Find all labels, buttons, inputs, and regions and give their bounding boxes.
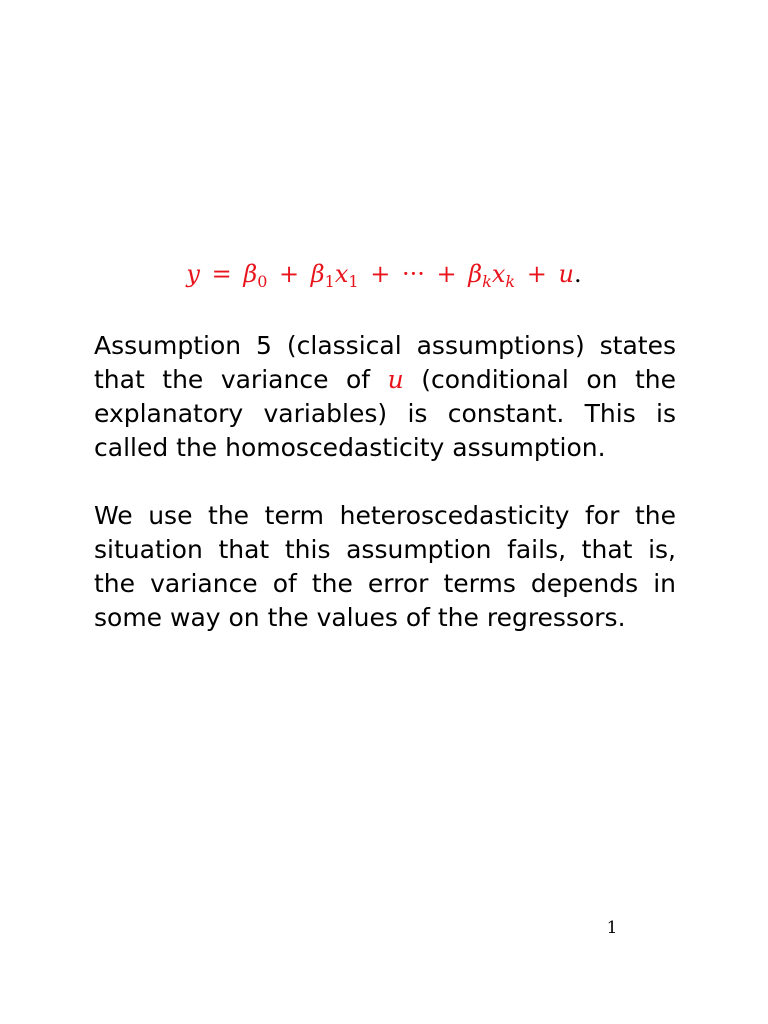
beta-1-symbol: β: [310, 260, 325, 288]
equation-expression: [186, 260, 574, 291]
x-k-subscript: k: [505, 272, 516, 291]
beta-0-subscript: 0: [257, 272, 268, 291]
paragraph-1-text-start: Assumption 5 (classical assumptions) states that the variance of: [94, 331, 676, 394]
plus-sign: +: [436, 260, 457, 288]
x-1-subscript: 1: [348, 272, 359, 291]
regression-equation: [0, 256, 768, 292]
homoscedasticity-paragraph: [94, 329, 676, 465]
beta-1-subscript: 1: [324, 272, 335, 291]
beta-k-symbol: β: [468, 260, 483, 288]
x-k-variable: x: [491, 260, 506, 288]
x-1-variable: x: [334, 260, 349, 288]
paragraph-1-text-end: (conditional on the explanatory variables) is constant. This is called the homoscedasticity assumption.: [94, 365, 676, 462]
ellipsis: ···: [401, 260, 425, 288]
beta-k-subscript: k: [482, 272, 492, 291]
plus-sign: +: [526, 260, 547, 288]
beta-0-symbol: β: [243, 260, 258, 288]
error-term: u: [558, 260, 574, 288]
equation-period: .: [573, 260, 582, 288]
plus-sign: +: [279, 260, 300, 288]
heteroscedasticity-paragraph: We use the term heteroscedasticity for the situation that this assumption fails, that is, the variance of the error terms depends in some way on the values of the regressors.: [94, 501, 676, 632]
equals-sign: =: [211, 260, 232, 288]
equation-lhs: y: [186, 260, 200, 288]
inline-error-term: u: [387, 365, 404, 394]
page-number: 1: [606, 918, 618, 938]
plus-sign: +: [370, 260, 391, 288]
